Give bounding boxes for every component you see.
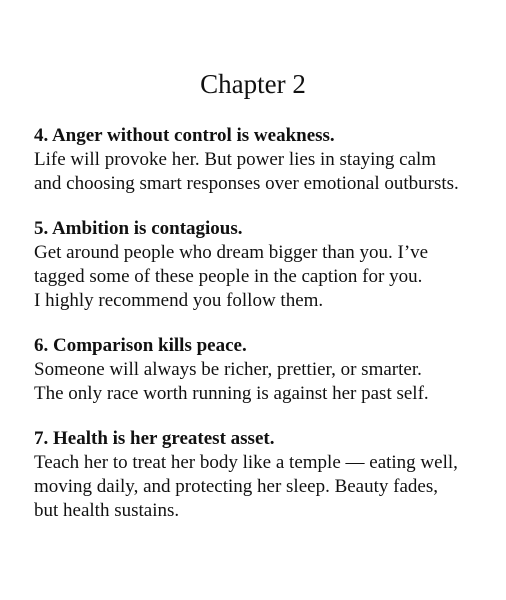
section-text-line: Get around people who dream bigger than you. I’ve [34,242,429,263]
section-ambition [34,217,500,313]
section-heading: 4. Anger without control is weakness. [34,125,335,146]
section-heading: 5. Ambition is contagious. [34,218,243,239]
section-anger [34,124,500,196]
section-heading: 6. Comparison kills peace. [34,335,247,356]
section-heading: 7. Health is her greatest asset. [34,428,275,449]
section-text-line: but health sustains. [34,500,180,521]
section-text-line: tagged some of these people in the caption for you. [34,266,423,287]
section-comparison [34,334,500,406]
section-text-line: The only race worth running is against her past self. [34,383,429,404]
section-text-line: I highly recommend you follow them. [34,290,324,311]
section-text-line: Teach her to treat her body like a temple — eating well, [34,452,458,473]
section-health [34,427,500,523]
section-text-line: Someone will always be richer, prettier, or smarter. [34,359,422,380]
chapter-title: Chapter 2 [200,69,306,99]
section-text-line: moving daily, and protecting her sleep. Beauty fades, [34,476,438,497]
chapter-content [34,124,500,544]
section-text-line: Life will provoke her. But power lies in staying calm [34,149,437,170]
section-text-line: and choosing smart responses over emotional outbursts. [34,173,459,194]
